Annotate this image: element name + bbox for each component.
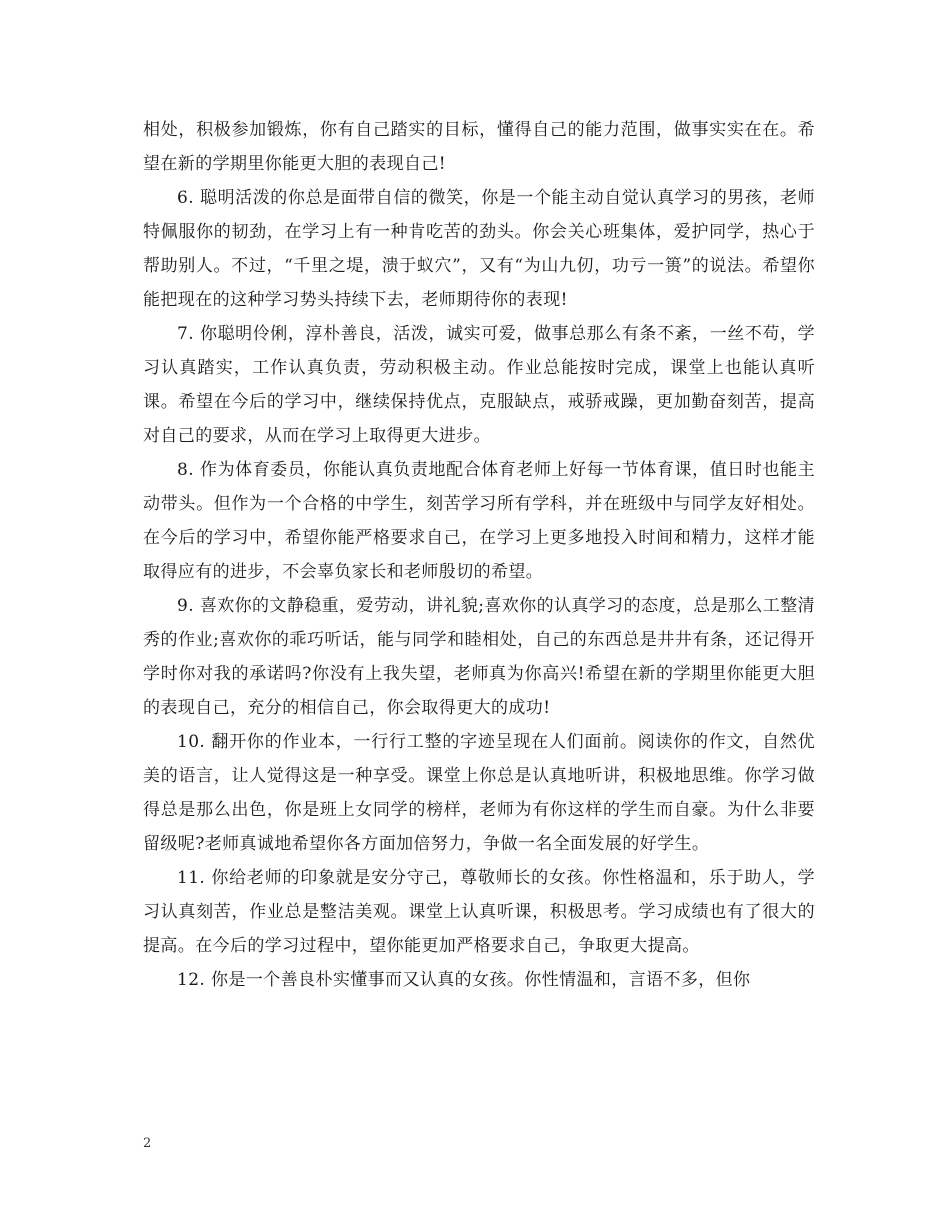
- document-body: [143, 113, 815, 997]
- paragraph-comment-10: 10. 翻开你的作业本，一行行工整的字迹呈现在人们面前。阅读你的作文，自然优美的语言，让人觉得这是一种享受。课堂上你总是认真地听讲，积极地思维。你学习做得总是那么出色，你是班上女同学的榜样，老师为有你这样的学生而自豪。为什么非要留级呢?老师真诚地希望你各方面加倍努力，争做一名全面发展的好学生。: [143, 732, 815, 854]
- page-number: 2: [143, 1136, 152, 1151]
- paragraph-comment-8: 8. 作为体育委员，你能认真负责地配合体育老师上好每一节体育课，值日时也能主动带头。但作为一个合格的中学生，刻苦学习所有学科，并在班级中与同学友好相处。在今后的学习中，希望你能严格要求自己，在学习上更多地投入时间和精力，这样才能取得应有的进步，不会辜负家长和老师殷切的希望。: [143, 460, 815, 582]
- paragraph-continuation: 相处，积极参加锻炼，你有自己踏实的目标，懂得自己的能力范围，做事实实在在。希望在新的学期里你能更大胆的表现自己!: [143, 120, 815, 174]
- paragraph-comment-6: 6. 聪明活泼的你总是面带自信的微笑，你是一个能主动自觉认真学习的男孩，老师特佩服你的韧劲，在学习上有一种肯吃苦的劲头。你会关心班集体，爱护同学，热心于帮助别人。不过，“千里之堤，溃于蚁穴”，又有“为山九仞，功亏一篑”的说法。希望你能把现在的这种学习势头持续下去，老师期待你的表现!: [143, 188, 815, 310]
- paragraph-comment-9: 9. 喜欢你的文静稳重，爱劳动，讲礼貌;喜欢你的认真学习的态度，总是那么工整清秀的作业;喜欢你的乖巧听话，能与同学和睦相处，自己的东西总是井井有条，还记得开学时你对我的承诺吗?你没有上我失望，老师真为你高兴!希望在新的学期里你能更大胆的表现自己，充分的相信自己，你会取得更大的成功!: [143, 596, 815, 718]
- paragraph-comment-7: 7. 你聪明伶俐，淳朴善良，活泼，诚实可爱，做事总那么有条不紊，一丝不苟，学习认真踏实，工作认真负责，劳动积极主动。作业总能按时完成，课堂上也能认真听课。希望在今后的学习中，继续保持优点，克服缺点，戒骄戒躁，更加勤奋刻苦，提高对自己的要求，从而在学习上取得更大进步。: [143, 324, 815, 446]
- paragraph-comment-11: 11. 你给老师的印象就是安分守己，尊敬师长的女孩。你性格温和，乐于助人，学习认真刻苦，作业总是整洁美观。课堂上认真听课，积极思考。学习成绩也有了很大的提高。在今后的学习过程中，望你能更加严格要求自己，争取更大提高。: [143, 868, 815, 956]
- paragraph-comment-12: 12. 你是一个善良朴实懂事而又认真的女孩。你性情温和，言语不多，但你: [177, 970, 751, 990]
